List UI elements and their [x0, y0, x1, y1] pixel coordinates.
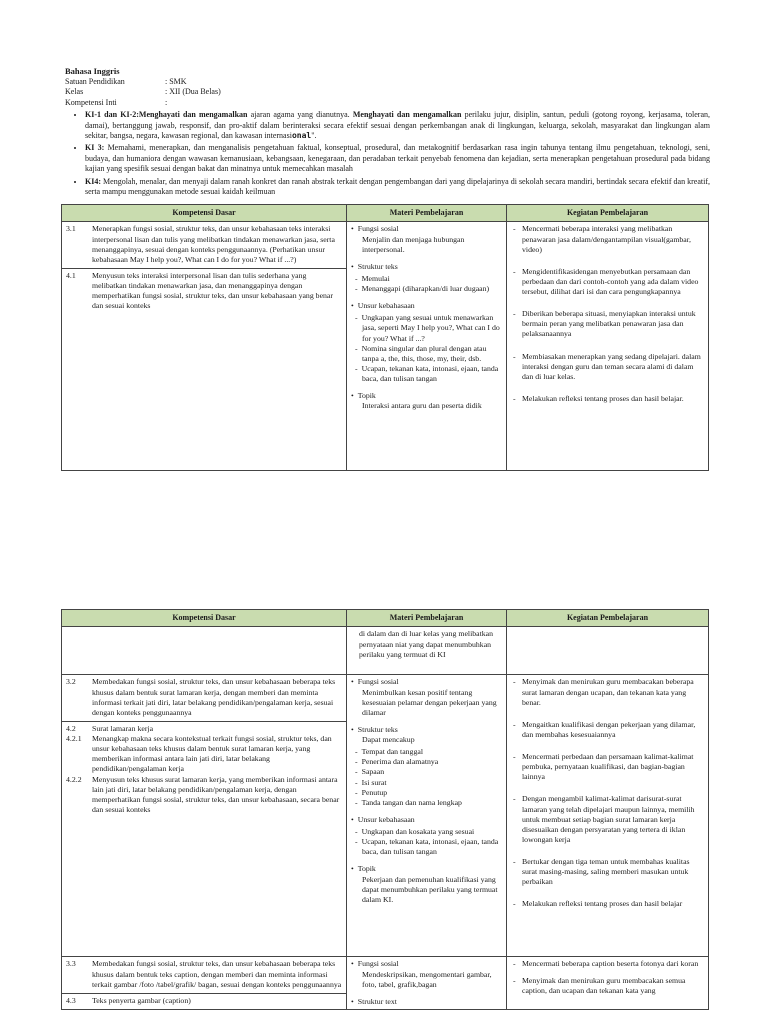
info-label: Kelas	[65, 87, 84, 97]
competency-table-2	[61, 609, 709, 1010]
materi-title: Struktur teks	[357, 261, 398, 271]
kegiatan-item: - Melakukan refleksi tentang proses dan hasil belajar	[511, 899, 704, 909]
kd-text: Menerapkan fungsi sosial, struktur teks, dan unsur kebahasaan teks interaksi interpersonal lisan dan tulis yang melibatkan tindakan menawarkan jasa, serta menanggapinya, sesuai dengan konteks penggunaannya. (Perhatikan unsur kebahasaan May I help you?, What can I do for you? What if ...?)	[92, 224, 335, 264]
materi-item	[351, 224, 502, 254]
competency-table-1	[61, 204, 709, 471]
kegiatan-list	[511, 959, 704, 995]
materi-subitem: - Ucapan, tekanan kata, intonasi, ejaan, tanda baca, dan tulisan tangan	[362, 364, 502, 384]
materi-item	[351, 815, 502, 858]
col-header: Kompetensi Dasar	[62, 610, 347, 627]
materi-item	[351, 301, 502, 384]
ki-bold: Menghayati dan mengamalkan	[352, 110, 462, 120]
materi-title: Unsur kebahasaan	[357, 814, 415, 824]
col-header: Kompetensi Dasar	[62, 205, 347, 222]
materi-item	[351, 677, 502, 718]
info-row	[65, 98, 710, 108]
ki-item	[85, 143, 710, 174]
kd-item	[66, 677, 342, 718]
info-label: Satuan Pendidikan	[65, 77, 125, 87]
info-value: : XII (Dua Belas)	[165, 87, 221, 97]
ki-text: perilaku jujur, disiplin, santun, peduli (gotong royong, kerjasama, toleran, damai), bertanggung jawab, responsif, dan pro-aktif dalam berinteraksi secara efektif sesuai dengan perkembangan anak di lingkungan, keluarga, sekolah, masyarakat dan lingkungan alam sekitar, bangsa, negara, kawasan regional, dan kawasan internasi	[85, 110, 711, 140]
table-row	[62, 222, 709, 471]
materi-sublist	[351, 274, 502, 294]
kegiatan-item: - Bertukar dengan tiga teman untuk membahas kualitas surat masing-masing, saling memberi masukan untuk perbaikan	[511, 857, 704, 887]
materi-title: Struktur teks	[357, 724, 398, 734]
materi-subitem: - Penerima dan alamatnya	[362, 757, 502, 767]
table-row	[62, 627, 709, 675]
materi-sublist	[351, 747, 502, 808]
kegiatan-item: - Dengan mengambil kalimat-kalimat darisurat-surat lamaran yang telah dipelajari maupun lainnya, memilih untuk membuat setiap bagian surat lamaran kerja disesuaikan dengan persyaratan yang tertera di iklan lowongan kerja	[511, 794, 704, 845]
materi-subitem: - Tanda tangan dan nama lengkap	[362, 798, 502, 808]
ki-item	[85, 177, 710, 198]
kegiatan-item: - Mencermati beberapa caption beserta fotonya dari koran	[511, 959, 704, 969]
ki-text-tail: onal	[291, 131, 312, 140]
materi-item	[351, 997, 502, 1007]
materi-subitem: - Sapaan	[362, 767, 502, 777]
kegiatan-item: - Mencermati perbedaan dan persamaan kalimat-kalimat pembuka, pernyataan kualifikasi, dan bagian-bagian lainnya	[511, 752, 704, 782]
kegiatan-item: - Diberikan beberapa situasi, menyiapkan interaksi untuk bermain peran yang melibatkan penawaran jasa dan pelaksanaannya	[511, 309, 704, 339]
kd-cell	[62, 675, 347, 957]
materi-subitem: - Memulai	[362, 274, 502, 284]
kd-number: 4.2.1	[66, 734, 82, 744]
kd-cell	[62, 957, 347, 1010]
kd-text: Menyusun teks interaksi interpersonal lisan dan tulis sederhana yang melibatkan tindakan menawarkan jasa, dan menanggapinya dengan memperhatikan fungsi sosial, struktur teks, dan unsur kebahasaan yang benar dan sesuai konteks	[92, 270, 333, 311]
kegiatan-item: - Mengidentifikasidengan menyebutkan persamaan dan perbedaan dan dari contoh-contoh yang ada dalam video tersebut, dilihat dari isi dan cara pengungkapannya	[511, 267, 704, 297]
materi-item	[351, 959, 502, 989]
materi-cell	[347, 957, 507, 1010]
ki-lead: KI4:	[85, 176, 101, 186]
materi-title: Fungsi sosial	[357, 959, 399, 969]
kd-item	[66, 775, 342, 816]
materi-list	[351, 677, 502, 905]
ki-lead: KI 3:	[85, 143, 105, 153]
materi-body: Mendeskripsikan, mengomentari gambar, foto, tabel, grafik,bagan	[362, 969, 492, 989]
materi-cell	[347, 627, 507, 675]
materi-title: Fungsi sosial	[357, 224, 399, 234]
col-header: Materi Pembelajaran	[347, 610, 507, 627]
kd-item	[62, 268, 346, 312]
materi-subitem: - Isi surat	[362, 778, 502, 788]
kegiatan-item: - Melakukan refleksi tentang proses dan hasil belajar.	[511, 394, 704, 404]
ki-lead: KI-1 dan KI-2:Menghayati dan mengamalkan	[85, 110, 248, 120]
materi-item	[351, 864, 502, 905]
kegiatan-cell	[507, 222, 709, 471]
document-header	[65, 66, 710, 199]
materi-subitem: - Nomina singular dan plural dengan atau tanpa a, the, this, those, my, their, dsb.	[362, 344, 502, 364]
materi-body: Dapat mencakup	[362, 735, 415, 745]
kegiatan-item: - Mengaitkan kualifikasi dengan pekerjaan yang dilamar, dan membahas kesesuaiannya	[511, 720, 704, 740]
materi-item	[351, 725, 502, 808]
table-header-row	[62, 610, 709, 627]
ki-item: • KI-1 dan KI-2:Menghayati dan mengamalkan ajaran agama yang dianutnya. Menghayati dan mengamalkan perilaku jujur, disiplin, santun, peduli (gotong royong, kerjasama, toleran, damai), bertanggung jawab, responsif, dan pro-aktif dalam berinteraksi secara efektif sesuai dengan perkembangan anak di lingkungan, keluarga, sekolah, masyarakat dan lingkungan alam sekitar, bangsa, negara, kawasan regional, dan kawasan internasional".	[85, 110, 710, 141]
kd-text: Membedakan fungsi sosial, struktur teks, dan unsur kebahasaan beberapa teks khusus dalam bentuk teks caption, dengan memberi dan meminta informasi terkait gambar /foto /tabel/grafik/ bagan, sesuai dengan konteks penggunaannya	[92, 959, 342, 989]
kegiatan-list	[511, 677, 704, 909]
kd-number: 3.2	[66, 677, 76, 687]
materi-subitem: - Ungkapan dan kosakata yang sesuai	[362, 827, 502, 837]
ki-text: Memahami, menerapkan, dan menganalisis pengetahuan faktual, konseptual, prosedural, dan metakognitif berdasarkan rasa ingin tahunya tentang ilmu pengetahuan, teknologi, seni, budaya, dan humaniora dengan wawasan kemanusiaan, kebangsaan, kenegaraan, dan peradaban terkait penyebab fenomena dan kejadian, serta menerapkan pengetahuan prosedural pada bidang kajian yang spesifik sesuai dengan bakat dan minatnya untuk memecahkan masalah	[85, 143, 710, 174]
materi-title: Unsur kebahasaan	[357, 301, 415, 311]
materi-subitem: - Ungkapan yang sesuai untuk menawarkan jasa, seperti May I help you?, What can I do for you? What if ...?	[362, 313, 502, 343]
kd-text: Surat lamaran kerja	[92, 723, 154, 733]
materi-item	[351, 262, 502, 294]
materi-cell	[347, 675, 507, 957]
kd-number: 4.2	[66, 723, 76, 733]
materi-body: Pekerjaan dan pemenuhan kualifikasi yang dapat menumbuhkan perilaku yang termuat dalam KI.	[362, 874, 498, 904]
kd-item	[66, 224, 342, 265]
kegiatan-cell	[507, 627, 709, 675]
materi-sublist	[351, 827, 502, 857]
info-label: Kompetensi Inti	[65, 97, 117, 107]
ki-text: Mengolah, menalar, dan menyaji dalam ranah konkret dan ranah abstrak terkait dengan pengembangan dari yang dipelajarinya di sekolah secara mandiri, bertindak secara efektif dan kreatif, serta mampu menggunakan metode sesuai kaidah keilmuan	[85, 176, 710, 196]
table-row	[62, 675, 709, 957]
materi-title: Topik	[357, 391, 376, 401]
materi-title: Struktur text	[357, 996, 397, 1006]
kd-item	[66, 724, 342, 734]
materi-subitem: - Penutup	[362, 788, 502, 798]
kegiatan-item: - Menyimak dan menirukan guru membacakan beberapa surat lamaran dengan ucapan, dan tekanan kata yang benar.	[511, 677, 704, 707]
kd-number: 3.1	[66, 224, 76, 234]
kegiatan-cell	[507, 957, 709, 1010]
kd-number: 4.3	[66, 995, 76, 1005]
materi-subitem: - Tempat dan tanggal	[362, 747, 502, 757]
kd-text: Menangkap makna secara kontekstual terkait fungsi sosial, struktur teks, dan unsur kebahasaan teks khusus dalam bentuk surat lamaran kerja, yang memberikan informasi antara lain jati diri, latar belakang pendidikan/pengalaman kerja	[92, 734, 332, 774]
materi-item	[351, 391, 502, 411]
info-row	[65, 87, 710, 97]
materi-body: Menjalin dan menjaga hubungan interpersonal.	[362, 234, 465, 254]
kegiatan-list	[511, 224, 704, 404]
materi-subitem: - Ucapan, tekanan kata, intonasi, ejaan, tanda baca, dan tulisan tangan	[362, 837, 502, 857]
kegiatan-cell	[507, 675, 709, 957]
kd-text: Membedakan fungsi sosial, struktur teks, dan unsur kebahasaan beberapa teks khusus dalam bentuk surat lamaran kerja, dengan memberi dan meminta informasi terkait jati diri, latar belakang pendidikan/pengalaman kerja, sesuai dengan konteks penggunaannya	[92, 677, 336, 717]
kd-cell	[62, 222, 347, 471]
kegiatan-item: - Membiasakan menerapkan yang sedang dipelajari. dalam interaksi dengan guru dan teman secara alami di dalam dan di luar kelas.	[511, 352, 704, 382]
kd-number: 3.3	[66, 959, 76, 969]
kd-number: 4.1	[66, 270, 76, 280]
kd-text: Menyusun teks khusus surat lamaran kerja, yang memberikan informasi antara lain jati diri, latar belakang pendidikan/pengalaman kerja, dengan memperhatikan fungsi sosial, struktur teks, dan unsur kebahasaan, secara benar dan sesuai konteks	[92, 774, 340, 814]
col-header: Kegiatan Pembelajaran	[507, 205, 709, 222]
materi-title: Topik	[357, 864, 376, 874]
table-row	[62, 957, 709, 1010]
info-row	[65, 77, 710, 87]
kd-group	[62, 721, 346, 815]
materi-body: Menimbulkan kesan positif tentang kesesuaian pelamar dengan pekerjaan yang dilamar	[362, 687, 497, 717]
kompetensi-inti-list	[65, 110, 710, 197]
materi-sublist	[351, 313, 502, 384]
info-value: :	[165, 97, 168, 107]
materi-list	[351, 224, 502, 411]
subject-title: Bahasa Inggris	[65, 66, 120, 76]
kd-number: 4.2.2	[66, 774, 82, 784]
materi-continuation: di dalam dan di luar kelas yang melibatkan pernyataan niat yang dapat menumbuhkan perilaku yang termuat di KI	[359, 629, 494, 659]
kd-item	[62, 993, 346, 1006]
materi-list	[351, 959, 502, 1007]
ki-text: ajaran agama yang dianutnya.	[247, 110, 353, 120]
info-value: : SMK	[165, 77, 187, 87]
kd-item	[66, 959, 342, 989]
col-header: Kegiatan Pembelajaran	[507, 610, 709, 627]
kegiatan-item: - Mencermati beberapa interaksi yang melibatkan penawaran jasa dalam/dengantampilan visual(gambar, video)	[511, 224, 704, 254]
materi-subitem: - Menanggapi (diharapkan/di luar dugaan)	[362, 284, 502, 294]
kd-item	[66, 734, 342, 775]
table-header-row	[62, 205, 709, 222]
col-header: Materi Pembelajaran	[347, 205, 507, 222]
materi-cell	[347, 222, 507, 471]
materi-title: Fungsi sosial	[357, 677, 399, 687]
materi-body: Interaksi antara guru dan peserta didik	[362, 401, 482, 411]
kegiatan-item: - Menyimak dan menirukan guru membacakan semua caption, dan ucapan dan tekanan kata yang	[511, 976, 704, 996]
kd-text: Teks penyerta gambar (caption)	[92, 995, 191, 1005]
kd-cell	[62, 627, 347, 675]
